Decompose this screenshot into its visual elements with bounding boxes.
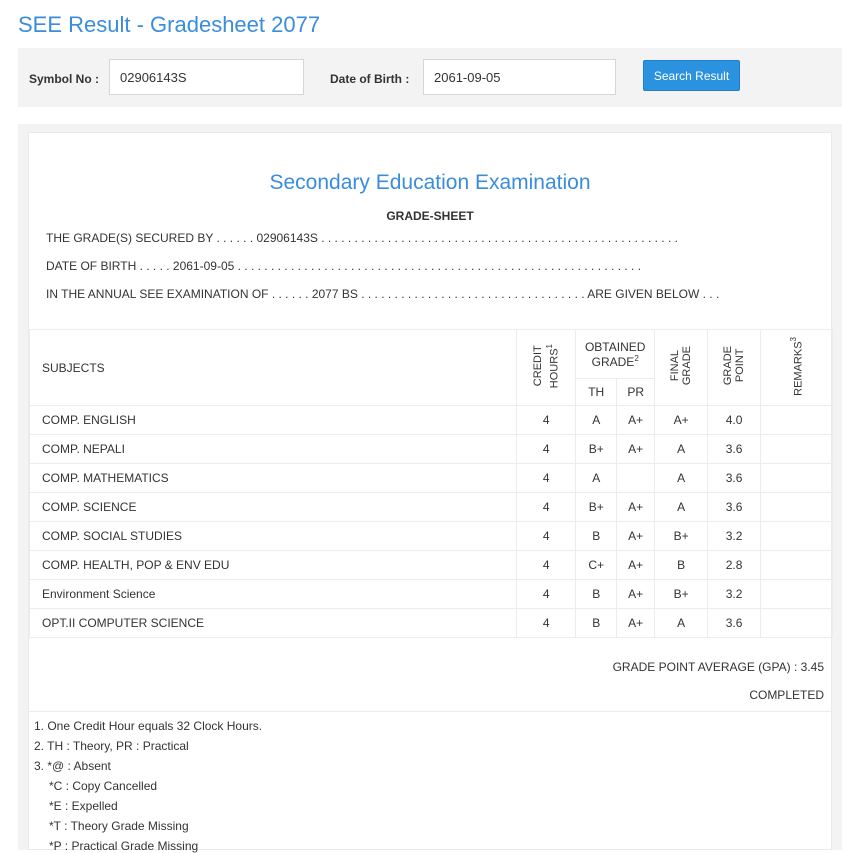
dob-input[interactable] (423, 59, 616, 95)
header-pr: PR (617, 379, 655, 406)
credit-cell: 4 (517, 522, 576, 551)
practical-grade-cell: A+ (617, 493, 655, 522)
footnote-3: 3. *@ : Absent (34, 759, 111, 773)
grade-point-cell: 3.2 (708, 522, 761, 551)
credit-cell: 4 (517, 609, 576, 638)
remarks-cell (761, 464, 833, 493)
theory-grade-cell: A (576, 464, 617, 493)
subject-cell: COMP. ENGLISH (30, 406, 517, 435)
remarks-cell (761, 435, 833, 464)
theory-grade-cell: B+ (576, 493, 617, 522)
footnote-theory-missing: *T : Theory Grade Missing (49, 819, 189, 833)
subject-cell: COMP. MATHEMATICS (30, 464, 517, 493)
theory-grade-cell: B (576, 522, 617, 551)
theory-grade-cell: B+ (576, 435, 617, 464)
table-row (30, 464, 833, 493)
practical-grade-cell: A+ (617, 406, 655, 435)
search-form (18, 48, 842, 107)
dob-line: DATE OF BIRTH . . . . . 2061-09-05 . . . . . . . . . . . . . . . . . . . . . . . . . . . . . . . . . . . . . . . . . . . . . . . . . . . . . . . . . . . . . (46, 259, 642, 273)
credit-cell: 4 (517, 580, 576, 609)
footnote-practical-missing: *P : Practical Grade Missing (49, 839, 199, 853)
table-row (30, 522, 833, 551)
subject-cell: COMP. HEALTH, POP & ENV EDU (30, 551, 517, 580)
final-grade-cell: A (655, 435, 708, 464)
final-grade-cell: A+ (655, 406, 708, 435)
page-title: SEE Result - Gradesheet 2077 (18, 12, 321, 37)
final-grade-cell: A (655, 609, 708, 638)
subject-cell: COMP. SOCIAL STUDIES (30, 522, 517, 551)
exam-title: Secondary Education Examination (269, 171, 591, 194)
table-row (30, 551, 833, 580)
result-panel (18, 124, 842, 853)
final-grade-cell: A (655, 464, 708, 493)
theory-grade-cell: C+ (576, 551, 617, 580)
grade-point-cell: 3.2 (708, 580, 761, 609)
footnote-copy-cancelled: *C : Copy Cancelled (49, 779, 158, 793)
table-row (30, 580, 833, 609)
header-credit-hours: CREDIT HOURS$^1$ (517, 330, 576, 406)
header-th: TH (576, 379, 617, 406)
practical-grade-cell: A+ (617, 435, 655, 464)
theory-grade-cell: B (576, 609, 617, 638)
symbol-input[interactable] (109, 59, 304, 95)
table-header-row (30, 330, 833, 379)
header-subjects: SUBJECTS (30, 330, 517, 406)
dob-label: Date of Birth : (330, 72, 410, 86)
table-row (30, 493, 833, 522)
remarks-cell (761, 406, 833, 435)
credit-cell: 4 (517, 435, 576, 464)
footnote-1: 1. One Credit Hour equals 32 Clock Hours. (34, 719, 263, 733)
final-grade-cell: B+ (655, 522, 708, 551)
grade-point-cell: 3.6 (708, 464, 761, 493)
subject-cell: COMP. SCIENCE (30, 493, 517, 522)
grade-sheet-heading: GRADE-SHEET (386, 209, 474, 223)
remarks-cell (761, 580, 833, 609)
symbol-label: Symbol No : (29, 72, 100, 86)
grades-table (29, 329, 833, 638)
remarks-cell (761, 493, 833, 522)
gpa-summary: GRADE POINT AVERAGE (GPA) : 3.45 (612, 660, 824, 674)
practical-grade-cell: A+ (617, 609, 655, 638)
table-row (30, 406, 833, 435)
header-final-grade: FINAL GRADE (655, 330, 708, 406)
grade-point-cell: 3.6 (708, 493, 761, 522)
practical-grade-cell: A+ (617, 580, 655, 609)
exam-line: IN THE ANNUAL SEE EXAMINATION OF . . . . . . 2077 BS . . . . . . . . . . . . . . . . . . . . . . . . . . . . . . . . . . ARE GIVEN BELOW . . . (46, 287, 720, 301)
practical-grade-cell (617, 464, 655, 493)
final-grade-cell: A (655, 493, 708, 522)
practical-grade-cell: A+ (617, 522, 655, 551)
theory-grade-cell: B (576, 580, 617, 609)
final-grade-cell: B+ (655, 580, 708, 609)
footnote-expelled: *E : Expelled (49, 799, 118, 813)
header-obtained-grade: OBTAINED GRADE$^2$ (576, 330, 655, 379)
grade-sheet (28, 132, 832, 853)
result-status: COMPLETED (749, 688, 824, 702)
remarks-cell (761, 609, 833, 638)
grade-point-cell: 3.6 (708, 609, 761, 638)
final-grade-cell: B (655, 551, 708, 580)
header-grade-point: GRADE POINT (708, 330, 761, 406)
footnote-2: 2. TH : Theory, PR : Practical (34, 739, 189, 753)
subject-cell: OPT.II COMPUTER SCIENCE (30, 609, 517, 638)
grade-point-cell: 3.6 (708, 435, 761, 464)
search-result-button[interactable]: Search Result (643, 60, 740, 91)
practical-grade-cell: A+ (617, 551, 655, 580)
secured-by-line: THE GRADE(S) SECURED BY . . . . . . 02906143S . . . . . . . . . . . . . . . . . . . . . . . . . . . . . . . . . . . . . . . . . . . . . . . . . . . . . . (46, 231, 678, 245)
header-remarks: REMARKS$^3$ (761, 330, 833, 406)
table-row (30, 609, 833, 638)
grade-point-cell: 2.8 (708, 551, 761, 580)
footnotes (29, 711, 831, 852)
remarks-cell (761, 551, 833, 580)
subject-cell: COMP. NEPALI (30, 435, 517, 464)
remarks-cell (761, 522, 833, 551)
credit-cell: 4 (517, 551, 576, 580)
credit-cell: 4 (517, 406, 576, 435)
theory-grade-cell: A (576, 406, 617, 435)
credit-cell: 4 (517, 493, 576, 522)
subject-cell: Environment Science (30, 580, 517, 609)
grade-point-cell: 4.0 (708, 406, 761, 435)
table-row (30, 435, 833, 464)
credit-cell: 4 (517, 464, 576, 493)
